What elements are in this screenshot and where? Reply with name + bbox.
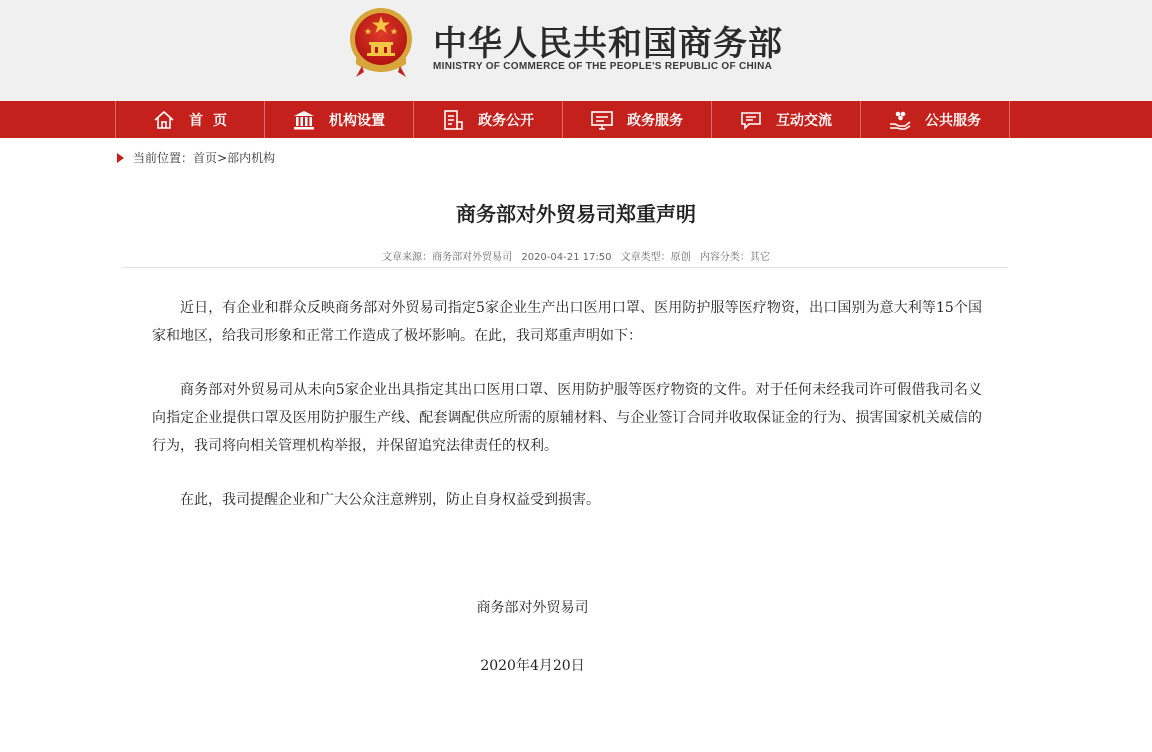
nav-item-public-services[interactable] xyxy=(861,101,1010,138)
article-paragraph: 在此，我司提醒企业和广大公众注意辨别，防止自身权益受到损害。 xyxy=(180,492,600,508)
article-signature: 商务部对外贸易司 xyxy=(476,600,589,616)
nav-item-label: 首页 xyxy=(189,112,237,129)
document-icon xyxy=(442,109,464,131)
breadcrumb-prefix: 当前位置： xyxy=(133,151,194,165)
breadcrumb-separator: > xyxy=(217,150,228,165)
nav-item-label: 互动交流 xyxy=(776,112,832,129)
nav-item-label: 政务公开 xyxy=(478,112,534,129)
nav-item-government-affairs[interactable] xyxy=(414,101,563,138)
site-title-english: MINISTRY OF COMMERCE OF THE PEOPLE'S REPUBLIC OF CHINA xyxy=(433,61,773,72)
chat-icon xyxy=(740,109,762,131)
article-title: 商务部对外贸易司郑重声明 xyxy=(456,202,696,226)
main-navigation xyxy=(0,101,1152,138)
breadcrumb-arrow-icon xyxy=(117,153,124,163)
article-meta xyxy=(0,248,1152,263)
nav-item-government-services[interactable] xyxy=(563,101,712,138)
nav-item-label: 机构设置 xyxy=(329,112,385,129)
nav-item-interaction[interactable] xyxy=(712,101,861,138)
article-type: 文章类型：原创 xyxy=(620,252,691,263)
breadcrumb xyxy=(117,149,275,166)
national-emblem-icon[interactable] xyxy=(348,6,414,78)
nav-item-home[interactable] xyxy=(116,101,265,138)
breadcrumb-home-link[interactable]: 首页 xyxy=(193,151,218,165)
article-body xyxy=(152,294,982,540)
site-header xyxy=(0,0,1152,101)
nav-item-label: 政务服务 xyxy=(627,112,683,129)
title-divider xyxy=(122,267,1008,268)
article-paragraph: 近日，有企业和群众反映商务部对外贸易司指定5家企业生产出口医用口罩、医用防护服等医疗物资，出口国别为意大利等15个国家和地区，给我司形象和正常工作造成了极坏影响。在此，我司郑重声明如下： xyxy=(152,300,982,344)
article-sign-date: 2020年4月20日 xyxy=(480,658,585,674)
monitor-icon xyxy=(591,109,613,131)
building-icon xyxy=(293,109,315,131)
article-date: 2020-04-21 17:50 xyxy=(521,252,612,263)
breadcrumb-current-link[interactable]: 部内机构 xyxy=(227,151,276,165)
nav-item-label: 公共服务 xyxy=(925,112,981,129)
site-title[interactable]: 中华人民共和国商务部 xyxy=(433,24,783,64)
article-source: 文章来源：商务部对外贸易司 xyxy=(382,252,513,263)
nav-item-organization[interactable] xyxy=(265,101,414,138)
article-paragraph: 商务部对外贸易司从未向5家企业出具指定其出口医用口罩、医用防护服等医疗物资的文件。对于任何未经我司许可假借我司名义向指定企业提供口罩及医用防护服生产线、配套调配供应所需的原辅材料、与企业签订合同并收取保证金的行为、损害国家机关威信的行为，我司将向相关管理机构举报，并保留追究法律责任的权利。 xyxy=(152,382,982,454)
home-icon xyxy=(153,109,175,131)
article-category: 内容分类：其它 xyxy=(699,252,770,263)
hand-service-icon xyxy=(889,109,911,131)
